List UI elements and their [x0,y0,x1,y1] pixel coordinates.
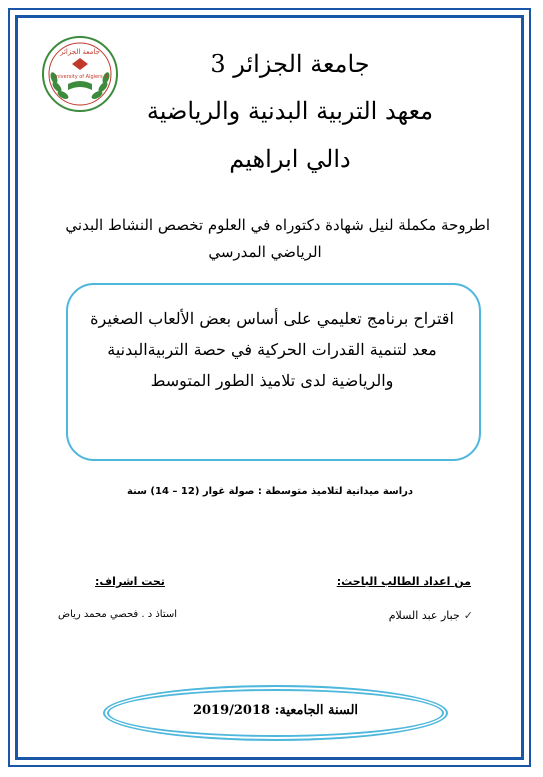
institute-name: معهد التربية البدنية والرياضية [146,97,434,125]
university-name: جامعة الجزائر 3 [210,50,370,78]
logo-english-text: University of Algiers 3 [52,74,108,80]
campus-name: دالي ابراهيم [229,145,351,173]
thesis-description [40,212,490,266]
checkmark-icon: ✓ [463,609,473,622]
thesis-title-line2: معد لتنمية القدرات الحركية في حصة التربيةالبدنية [107,340,437,359]
study-note: دراسة ميدانية لتلاميذ متوسطة : صولة غوار (12 – 14) سنة [126,486,414,497]
academic-year-value: 2019/2018 [192,703,271,718]
academic-year [103,703,448,718]
thesis-title [72,303,472,396]
student-name: جبار عبد السلام [388,609,460,622]
logo-arabic-text: جامعة الجزائر [60,48,100,56]
university-logo [40,34,120,114]
student-entry [389,609,473,622]
thesis-description-line2: الرياضي المدرسي [208,243,322,261]
thesis-description-line1: اطروحة مكملة لنيل شهادة دكتوراه في العلوم تخصص النشاط البدني [65,216,490,234]
academic-year-label: السنة الجامعية: [274,703,359,718]
supervision-label: تحت اشراف: [95,575,165,588]
thesis-title-line3: والرياضية لدى تلاميذ الطور المتوسط [150,371,394,390]
thesis-title-line1: اقتراح برنامج تعليمي على أساس بعض الألعاب الصغيرة [90,309,454,328]
supervisor-name: استاذ د . فحصي محمد رياض [58,609,178,620]
prepared-by-label: من اعداد الطالب الباحث: [336,575,471,588]
